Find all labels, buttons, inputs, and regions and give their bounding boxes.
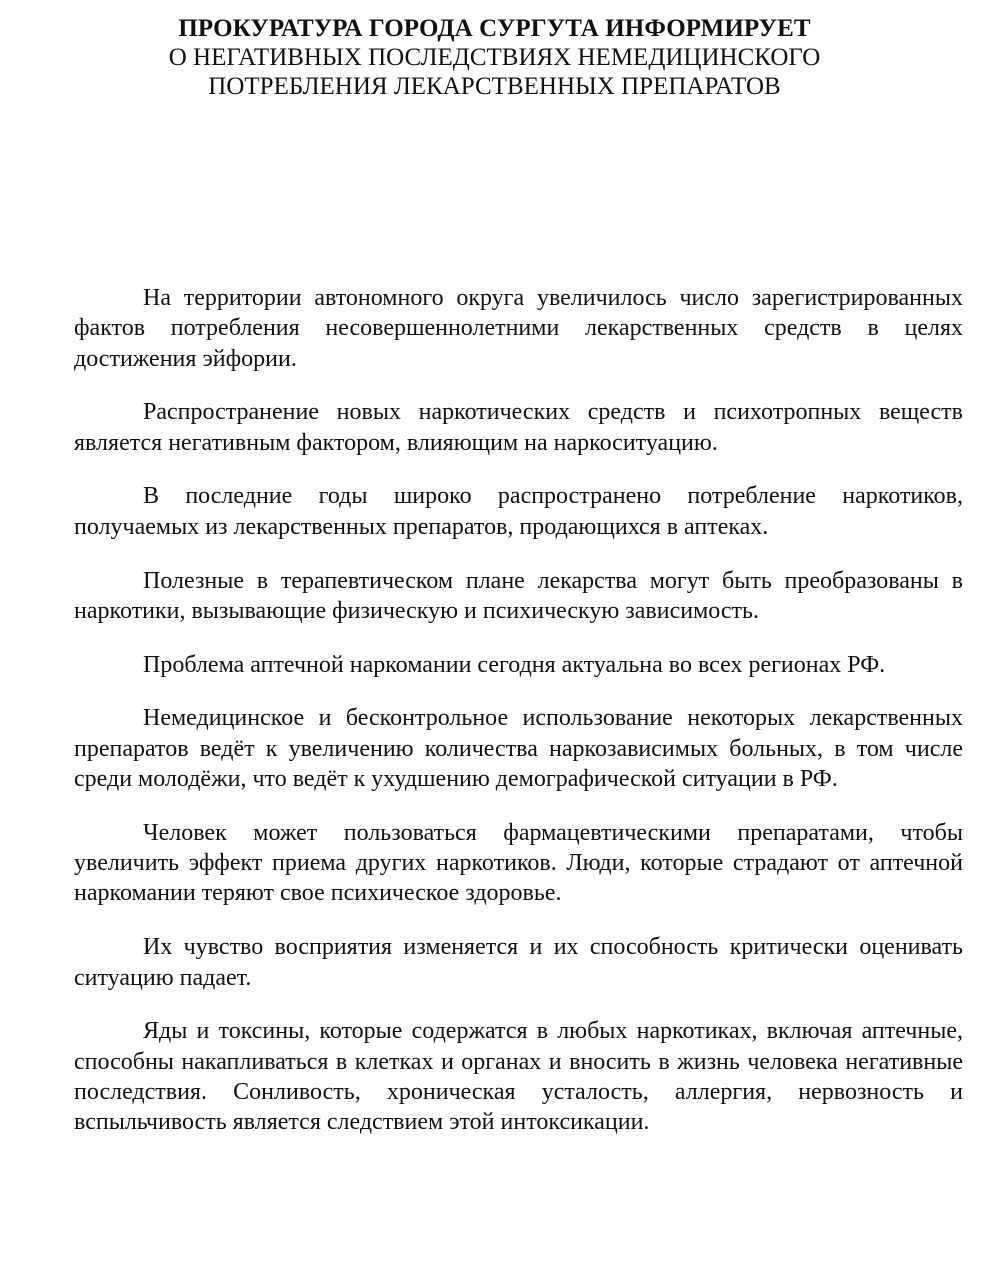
paragraph-7: Человек может пользоваться фармацевтическими препаратами, чтобы увеличить эффект приема других наркотиков. Люди, которые страдают от аптечной наркомании теряют свое психическое здоровье.: [74, 819, 963, 907]
document-subtitle-line-1: О НЕГАТИВНЫХ ПОСЛЕДСТВИЯХ НЕМЕДИЦИНСКОГО: [168, 44, 821, 71]
paragraph-8: Их чувство восприятия изменяется и их способность критически оценивать ситуацию падает.: [74, 934, 963, 991]
paragraph-2: Распространение новых наркотических средств и психотропных веществ является негативным фактором, влияющим на наркоситуацию.: [74, 399, 963, 456]
paragraph-4: Полезные в терапевтическом плане лекарства могут быть преобразованы в наркотики, вызывающие физическую и психическую зависимость.: [74, 567, 963, 624]
paragraph-6: Немедицинское и бесконтрольное использование некоторых лекарственных препаратов ведёт к увеличению количества наркозависимых больных, в том числе среди молодёжи, что ведёт к ухудшению демографической ситуации в РФ.: [74, 705, 963, 793]
document-body: [74, 283, 963, 1161]
paragraph-3: В последние годы широко распространено потребление наркотиков, получаемых из лекарственных препаратов, продающихся в аптеках.: [74, 483, 963, 540]
paragraph-1: На территории автономного округа увеличилось число зарегистрированных фактов потребления несовершеннолетними лекарственных средств в целях достижения эйфории.: [74, 285, 963, 372]
paragraph-5: Проблема аптечной наркомании сегодня актуальна во всех регионах РФ.: [143, 651, 886, 678]
document-title: ПРОКУРАТУРА ГОРОДА СУРГУТА ИНФОРМИРУЕТ: [178, 15, 811, 42]
document-header: [60, 14, 929, 101]
paragraph-9: Яды и токсины, которые содержатся в любых наркотиках, включая аптечные, способны накапливаться в клетках и органах и вносить в жизнь человека негативные последствия. Сонливость, хроническая усталость, аллергия, нервозность и вспыльчивость является следствием этой интоксикации.: [74, 1018, 963, 1136]
document-subtitle-line-2: ПОТРЕБЛЕНИЯ ЛЕКАРСТВЕННЫХ ПРЕПАРАТОВ: [208, 73, 781, 100]
